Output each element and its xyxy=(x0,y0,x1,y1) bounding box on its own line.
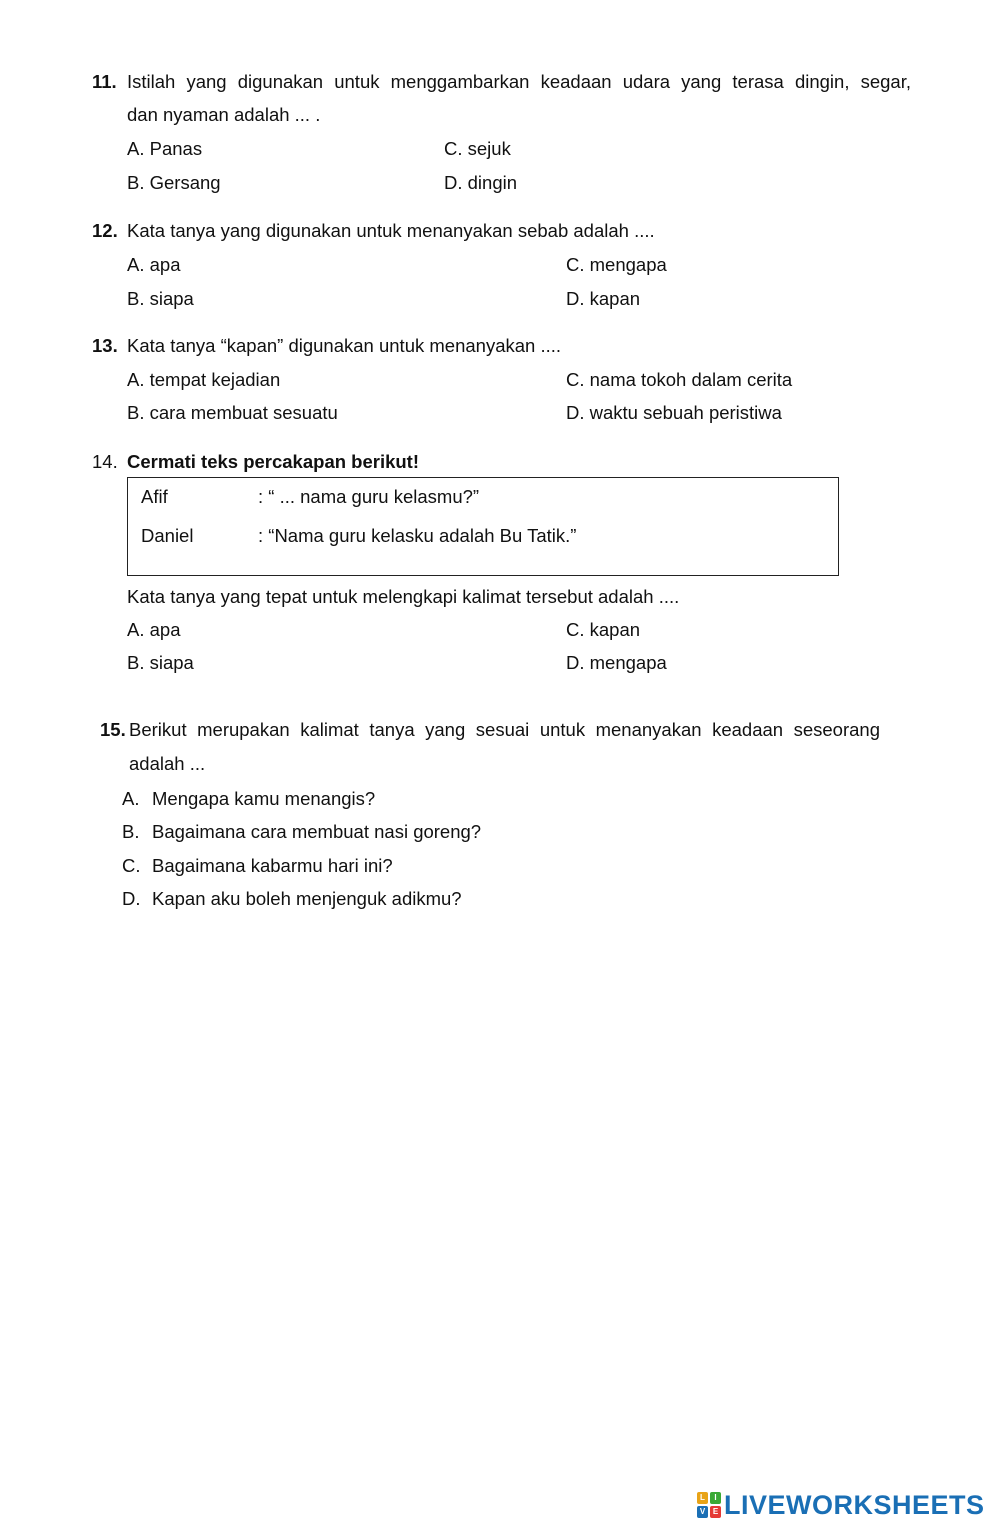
option-a-letter: A. xyxy=(122,788,140,809)
option-b[interactable]: B. cara membuat sesuatu xyxy=(127,402,338,423)
option-a[interactable]: A. tempat kejadian xyxy=(127,369,281,390)
option-b[interactable]: B. siapa xyxy=(127,288,194,309)
question-number: 13. xyxy=(92,335,118,356)
question-number: 14. xyxy=(92,451,118,472)
option-d[interactable]: D. mengapa xyxy=(566,652,667,673)
question-text: Istilah yang digunakan untuk menggambarkan keadaan udara yang terasa dingin, segar, xyxy=(127,71,911,92)
option-d[interactable]: D. dingin xyxy=(444,172,518,193)
dialog-box xyxy=(127,477,839,576)
question-text: Kata tanya yang digunakan untuk menanyakan sebab adalah .... xyxy=(127,220,655,241)
option-d[interactable]: D. kapan xyxy=(566,288,641,309)
option-a[interactable]: A. apa xyxy=(127,619,181,640)
option-d[interactable]: D. waktu sebuah peristiwa xyxy=(566,402,782,423)
question-number: 12. xyxy=(92,220,118,241)
question-number: 15. xyxy=(100,719,126,740)
option-a[interactable]: Mengapa kamu menangis? xyxy=(152,788,376,809)
option-d[interactable]: Kapan aku boleh menjenguk adikmu? xyxy=(152,888,462,909)
question-text: Berikut merupakan kalimat tanya yang sesuai untuk menanyakan keadaan seseorang xyxy=(129,719,880,740)
liveworksheets-logo[interactable] xyxy=(697,1489,985,1521)
question-text-cont: adalah ... xyxy=(129,753,206,774)
option-b[interactable]: B. Gersang xyxy=(127,172,221,193)
option-c[interactable]: C. mengapa xyxy=(566,254,667,275)
option-c[interactable]: C. sejuk xyxy=(444,138,511,159)
dialog-speaker: Afif xyxy=(141,486,168,507)
logo-mark-letter: I xyxy=(710,1492,721,1504)
option-b[interactable]: Bagaimana cara membuat nasi goreng? xyxy=(152,821,482,842)
question-instruction: Cermati teks percakapan berikut! xyxy=(127,451,420,472)
question-text: Kata tanya yang tepat untuk melengkapi kalimat tersebut adalah .... xyxy=(127,586,680,607)
logo-mark-letter: E xyxy=(710,1506,721,1518)
question-text: Kata tanya “kapan” digunakan untuk menanyakan .... xyxy=(127,335,562,356)
option-c[interactable]: Bagaimana kabarmu hari ini? xyxy=(152,855,393,876)
dialog-line: : “ ... nama guru kelasmu?” xyxy=(258,486,480,507)
question-number: 11. xyxy=(92,71,117,92)
option-c[interactable]: C. kapan xyxy=(566,619,641,640)
option-b-letter: B. xyxy=(122,821,140,842)
option-b[interactable]: B. siapa xyxy=(127,652,194,673)
logo-mark-letter: L xyxy=(697,1492,708,1504)
option-a[interactable]: A. Panas xyxy=(127,138,203,159)
logo-mark-icon xyxy=(697,1492,721,1518)
option-a[interactable]: A. apa xyxy=(127,254,181,275)
option-c[interactable]: C. nama tokoh dalam cerita xyxy=(566,369,793,390)
logo-mark-letter: V xyxy=(697,1506,708,1518)
logo-text: LIVEWORKSHEETS xyxy=(724,1489,985,1520)
question-text-cont: dan nyaman adalah ... . xyxy=(127,104,321,125)
option-c-letter: C. xyxy=(122,855,141,876)
dialog-line: : “Nama guru kelasku adalah Bu Tatik.” xyxy=(258,525,577,546)
option-d-letter: D. xyxy=(122,888,141,909)
dialog-speaker: Daniel xyxy=(141,525,194,546)
